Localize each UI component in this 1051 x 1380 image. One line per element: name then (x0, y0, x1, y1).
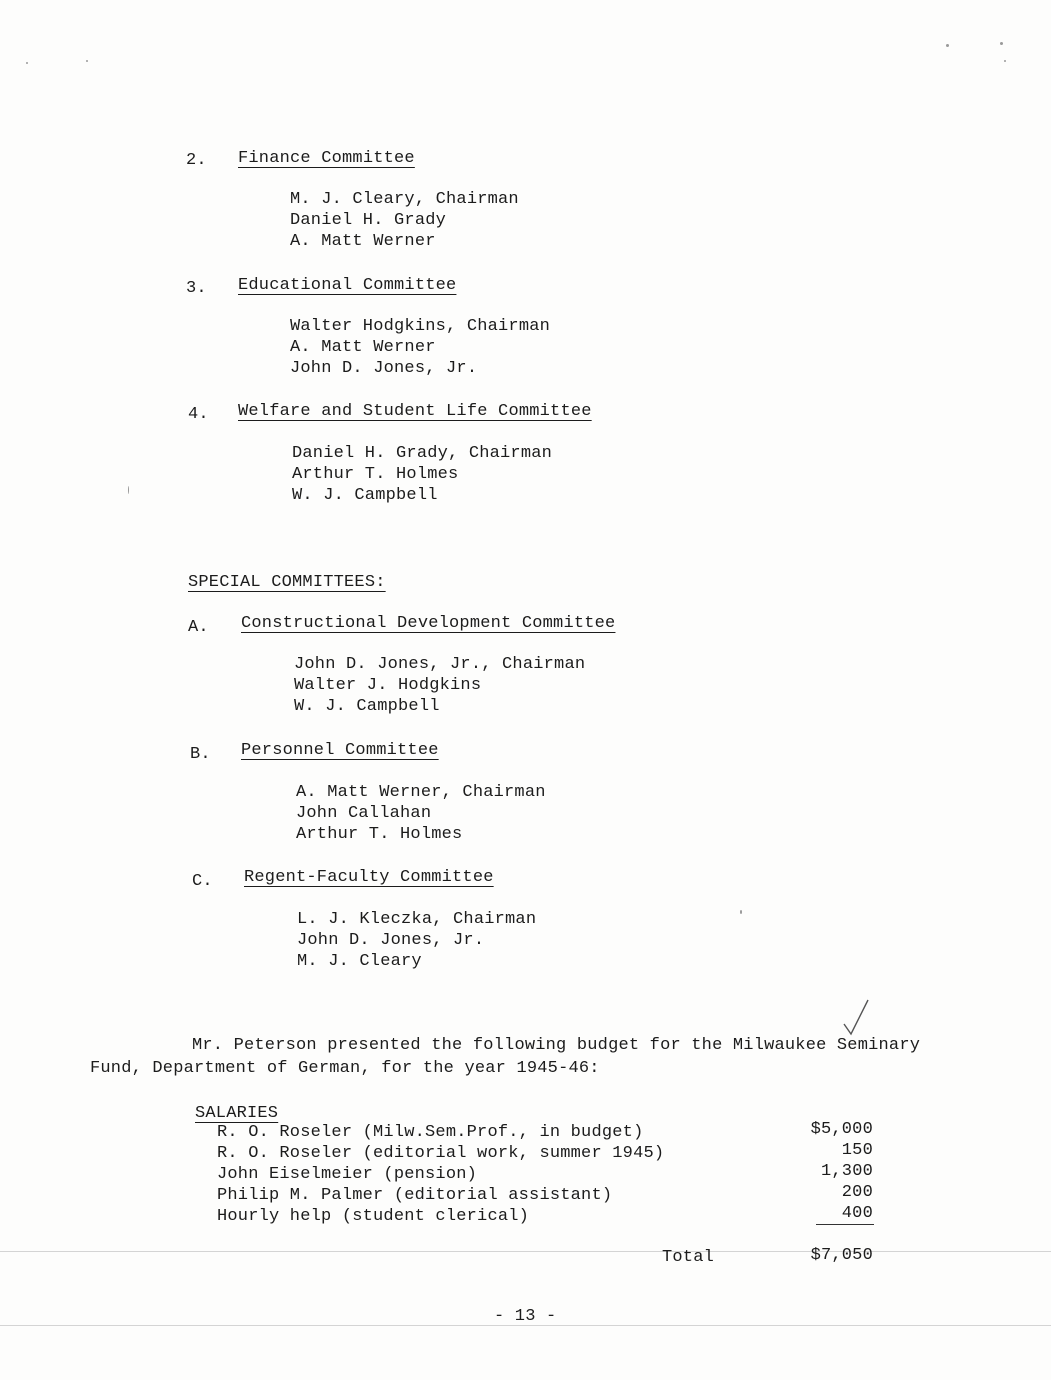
committee-member: John D. Jones, Jr. (297, 931, 485, 950)
budget-item-label: R. O. Roseler (editorial work, summer 1945) (217, 1144, 665, 1163)
budget-item-amount: 400 (841, 1204, 873, 1223)
committee-member: John D. Jones, Jr., Chairman (294, 655, 586, 674)
scan-artifact-line (0, 1251, 1051, 1252)
scan-speck (946, 44, 949, 47)
scan-speck (740, 910, 742, 914)
sum-rule (816, 1224, 874, 1225)
committee-member: Arthur T. Holmes (292, 465, 459, 484)
total-label: Total (662, 1248, 715, 1267)
scan-speck (1004, 60, 1006, 62)
scan-speck (86, 60, 88, 62)
committee-number: 3. (186, 279, 207, 298)
salaries-heading: SALARIES (195, 1104, 279, 1123)
scan-speck (1000, 42, 1003, 45)
committee-letter: A. (188, 618, 209, 637)
committee-number: 2. (186, 151, 207, 170)
budget-item-label: R. O. Roseler (Milw.Sem.Prof., in budget) (217, 1123, 644, 1142)
budget-item-amount: 200 (841, 1183, 873, 1202)
committee-member: Walter Hodgkins, Chairman (290, 317, 551, 336)
committee-letter: C. (192, 872, 213, 891)
committee-title: Regent-Faculty Committee (244, 868, 494, 887)
total-amount: $7,050 (810, 1246, 873, 1265)
committee-member: Daniel H. Grady (290, 211, 447, 230)
budget-item-amount: 1,300 (820, 1162, 873, 1181)
committee-member: W. J. Campbell (294, 697, 440, 716)
committee-member: A. Matt Werner (290, 232, 436, 251)
committee-title: Personnel Committee (241, 741, 439, 760)
budget-item-label: Hourly help (student clerical) (217, 1207, 530, 1226)
special-committees-heading: SPECIAL COMMITTEES: (188, 573, 386, 592)
budget-intro-line: Fund, Department of German, for the year 1945-46: (90, 1059, 600, 1078)
committee-member: A. Matt Werner, Chairman (296, 783, 546, 802)
committee-title: Welfare and Student Life Committee (238, 402, 592, 421)
committee-member: M. J. Cleary, Chairman (290, 190, 519, 209)
scan-speck (128, 486, 129, 494)
budget-item-amount: $5,000 (810, 1120, 873, 1139)
committee-title: Educational Committee (238, 276, 457, 295)
committee-letter: B. (190, 745, 211, 764)
page-number: - 13 - (494, 1307, 557, 1326)
budget-intro-line: Mr. Peterson presented the following budget for the Milwaukee Seminary (192, 1036, 921, 1055)
committee-member: Walter J. Hodgkins (294, 676, 482, 695)
check-mark-icon (842, 998, 872, 1038)
committee-member: Arthur T. Holmes (296, 825, 463, 844)
committee-member: M. J. Cleary (297, 952, 422, 971)
committee-member: A. Matt Werner (290, 338, 436, 357)
scan-speck (26, 62, 28, 64)
committee-member: John D. Jones, Jr. (290, 359, 478, 378)
budget-item-amount: 150 (841, 1141, 873, 1160)
committee-number: 4. (188, 405, 209, 424)
committee-title: Finance Committee (238, 149, 415, 168)
committee-member: W. J. Campbell (292, 486, 438, 505)
budget-item-label: Philip M. Palmer (editorial assistant) (217, 1186, 613, 1205)
committee-title: Constructional Development Committee (241, 614, 616, 633)
committee-member: John Callahan (296, 804, 432, 823)
committee-member: Daniel H. Grady, Chairman (292, 444, 553, 463)
budget-item-label: John Eiselmeier (pension) (217, 1165, 478, 1184)
committee-member: L. J. Kleczka, Chairman (297, 910, 537, 929)
